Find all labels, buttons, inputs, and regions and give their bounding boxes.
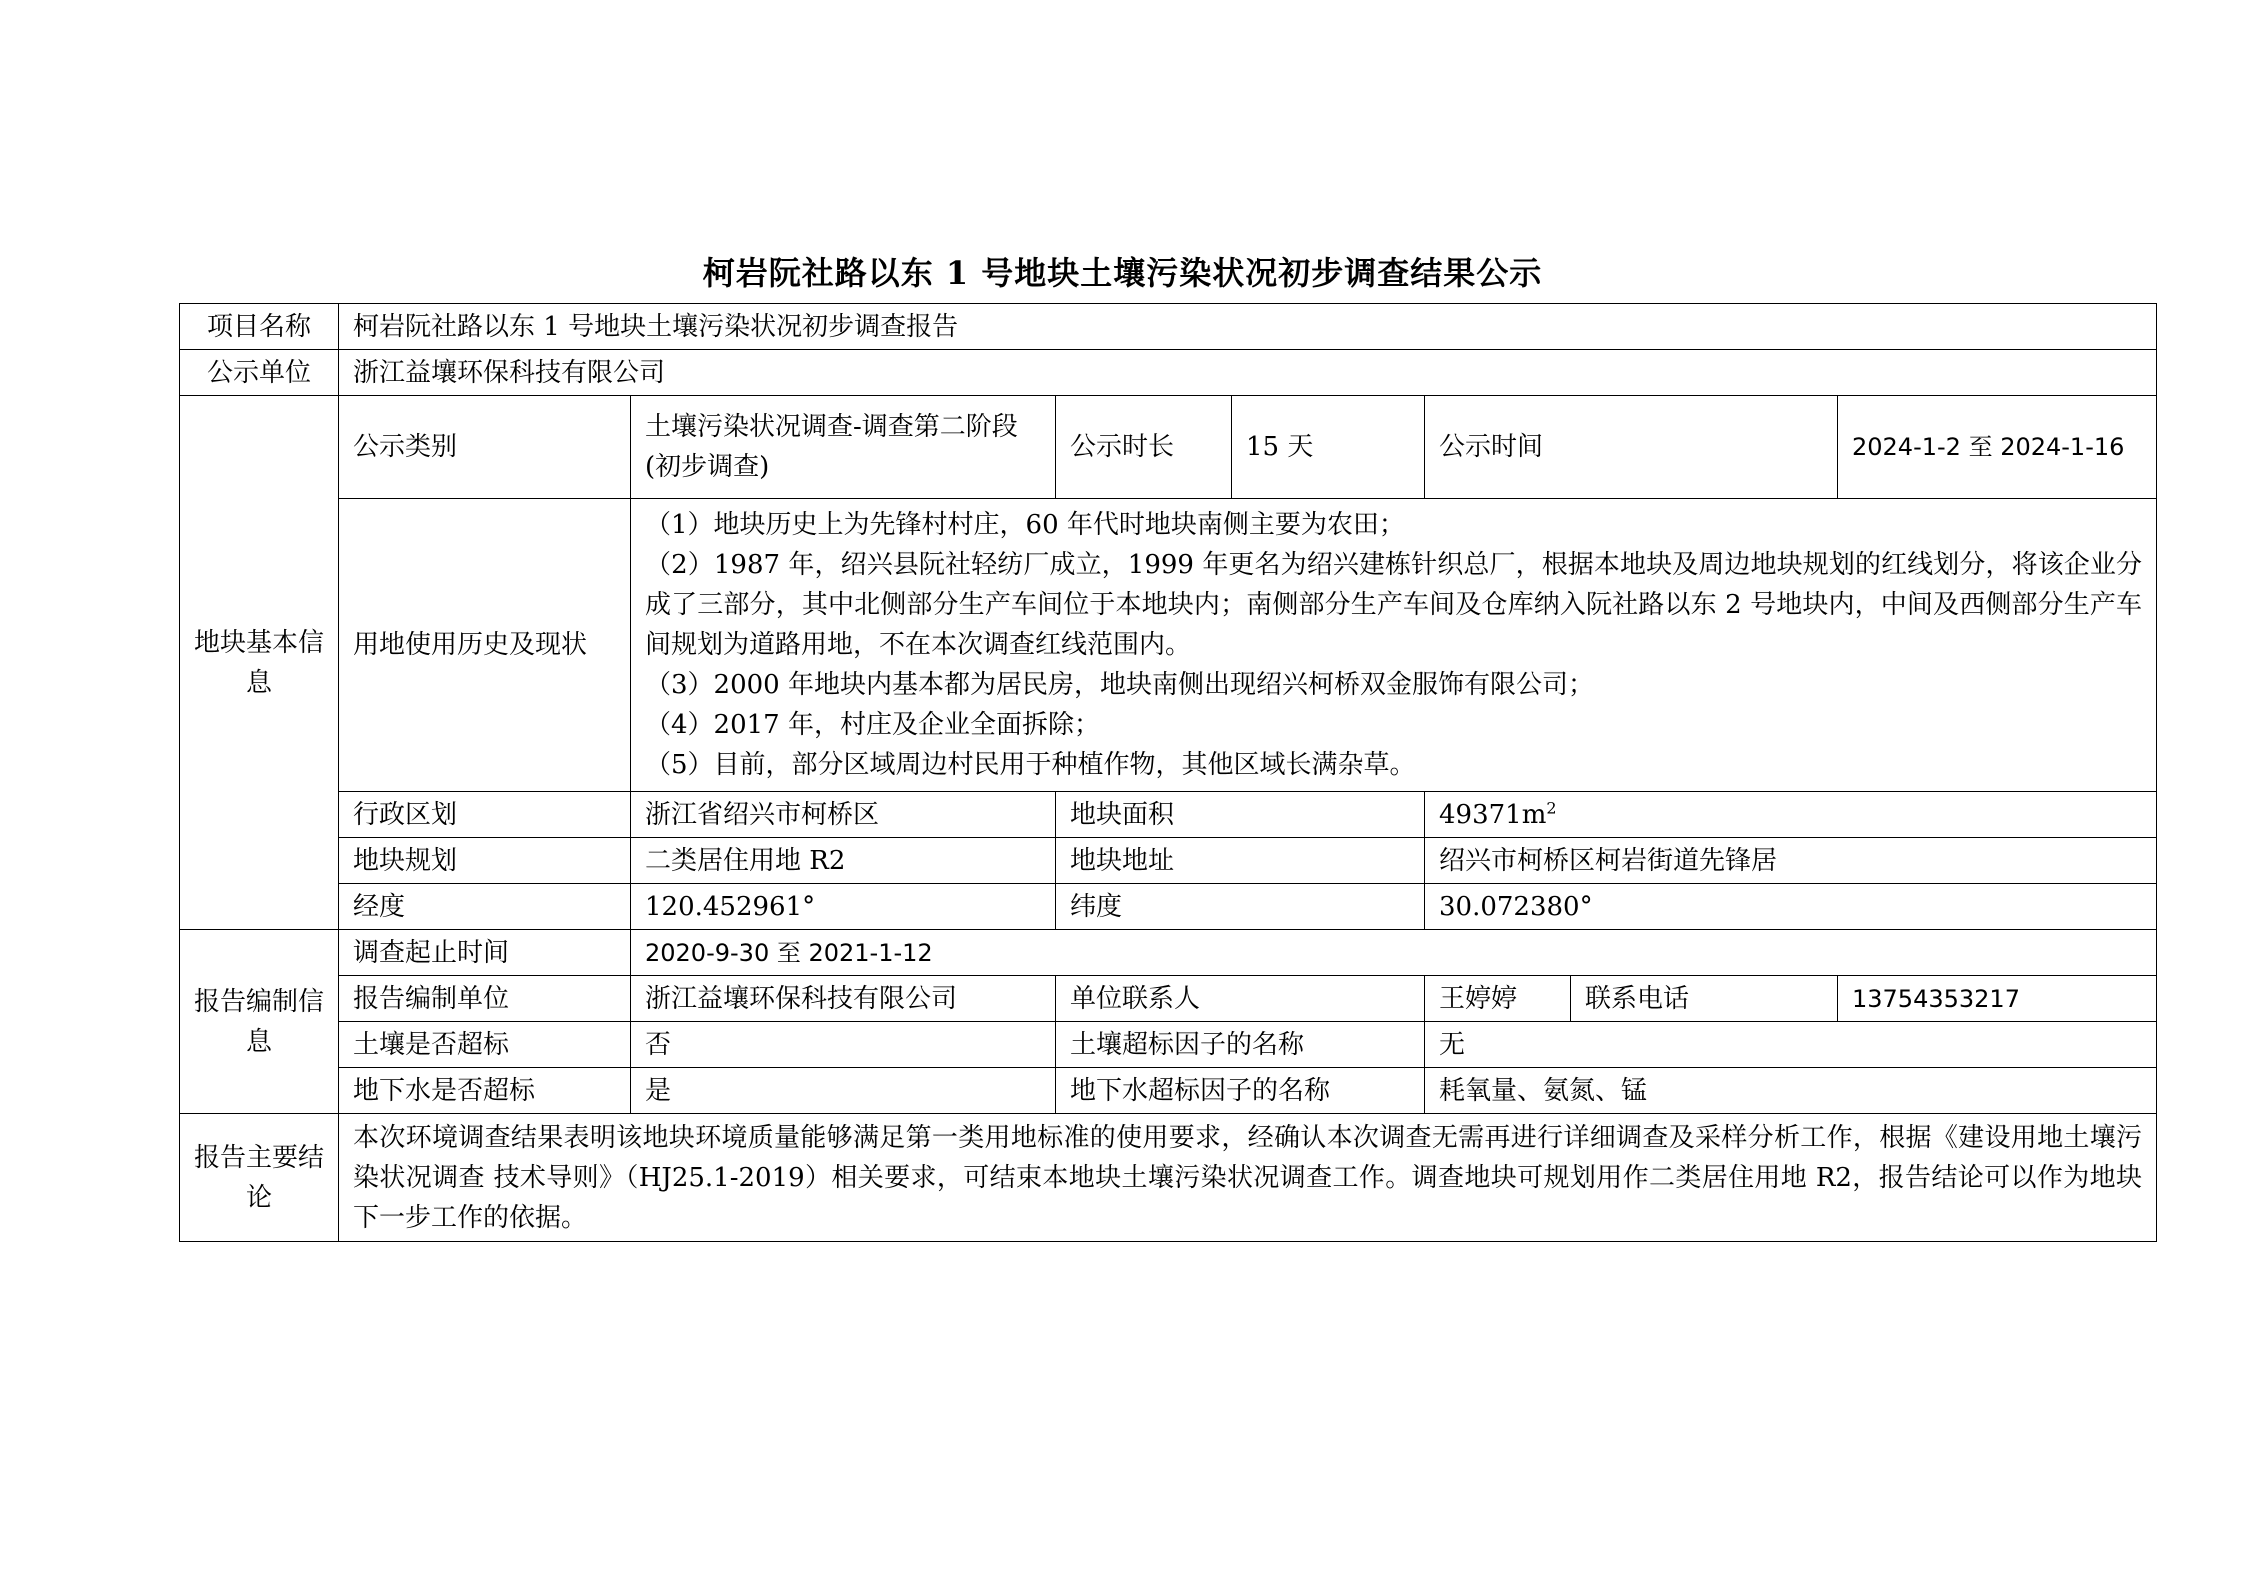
area-label: 地块面积 <box>1056 792 1425 838</box>
unit-row <box>180 976 2157 1022</box>
history-item: （2）1987 年，绍兴县阮社轻纺厂成立，1999 年更名为绍兴建栋针织总厂，根据本地块及周边地块规划的红线划分，将该企业分成了三部分，其中北侧部分生产车间位于本地块内；南侧部分生产车间及仓库纳入阮社路以东 2 号地块内，中间及西侧部分生产车间规划为道路用地，不在本次调查红线范围内。 <box>645 550 2143 660</box>
history-item: （5）目前，部分区域周边村民用于种植作物，其他区域长满杂草。 <box>645 750 1416 780</box>
longitude-value: 120.452961° <box>631 884 1056 930</box>
publisher-value: 浙江益壤环保科技有限公司 <box>339 350 2157 396</box>
duration-label: 公示时长 <box>1056 396 1232 499</box>
longitude-label: 经度 <box>339 884 631 930</box>
report-info-section-label: 报告编制信息 <box>180 930 339 1114</box>
groundwater-row <box>180 1068 2157 1114</box>
coordinates-row <box>180 884 2157 930</box>
period-row <box>180 930 2157 976</box>
publisher-row <box>180 350 2157 396</box>
planning-label: 地块规划 <box>339 838 631 884</box>
unit-value: 浙江益壤环保科技有限公司 <box>631 976 1056 1022</box>
phone-value: 13754353217 <box>1838 976 2157 1022</box>
groundwater-factor-value: 耗氧量、氨氮、锰 <box>1425 1068 2157 1114</box>
latitude-value: 30.072380° <box>1425 884 2157 930</box>
time-value: 2024-1-2 至 2024-1-16 <box>1838 396 2157 499</box>
land-info-section-label: 地块基本信息 <box>180 396 339 930</box>
disclosure-table <box>179 303 2157 1242</box>
time-label: 公示时间 <box>1425 396 1838 499</box>
soil-label: 土壤是否超标 <box>339 1022 631 1068</box>
planning-row <box>180 838 2157 884</box>
project-name-row <box>180 304 2157 350</box>
latitude-label: 纬度 <box>1056 884 1425 930</box>
groundwater-factor-label: 地下水超标因子的名称 <box>1056 1068 1425 1114</box>
soil-factor-value: 无 <box>1425 1022 2157 1068</box>
history-content <box>631 499 2157 792</box>
project-name-label: 项目名称 <box>180 304 339 350</box>
address-value: 绍兴市柯桥区柯岩街道先锋居 <box>1425 838 2157 884</box>
area-number: 49371m <box>1439 799 1547 830</box>
history-item: （4）2017 年，村庄及企业全面拆除； <box>645 710 1100 740</box>
address-label: 地块地址 <box>1056 838 1425 884</box>
page-title: 柯岩阮社路以东 1 号地块土壤污染状况初步调查结果公示 <box>702 254 1543 292</box>
conclusion-row <box>180 1114 2157 1242</box>
conclusion-text: 本次环境调查结果表明该地块环境质量能够满足第一类用地标准的使用要求，经确认本次调查无需再进行详细调查及采样分析工作，根据《建设用地土壤污染状况调查 技术导则》（HJ25.1-2019）相关要求，可结束本地块土壤污染状况调查工作。调查地块可规划用作二类居住用地 R2，报告结论可以作为地块下一步工作的依据。 <box>339 1114 2157 1242</box>
category-label: 公示类别 <box>339 396 631 499</box>
conclusion-section-label: 报告主要结论 <box>180 1114 339 1242</box>
category-row <box>180 396 2157 499</box>
unit-label: 报告编制单位 <box>339 976 631 1022</box>
soil-value: 否 <box>631 1022 1056 1068</box>
duration-value: 15 天 <box>1232 396 1425 499</box>
history-item: （1）地块历史上为先锋村村庄，60 年代时地块南侧主要为农田； <box>645 510 1405 540</box>
area-value <box>1425 792 2157 838</box>
district-row <box>180 792 2157 838</box>
publisher-label: 公示单位 <box>180 350 339 396</box>
soil-row <box>180 1022 2157 1068</box>
period-value: 2020-9-30 至 2021-1-12 <box>631 930 2157 976</box>
district-value: 浙江省绍兴市柯桥区 <box>631 792 1056 838</box>
district-label: 行政区划 <box>339 792 631 838</box>
project-name-value: 柯岩阮社路以东 1 号地块土壤污染状况初步调查报告 <box>339 304 2157 350</box>
contact-label: 单位联系人 <box>1056 976 1425 1022</box>
period-label: 调查起止时间 <box>339 930 631 976</box>
planning-value: 二类居住用地 R2 <box>631 838 1056 884</box>
area-unit-superscript: 2 <box>1546 797 1557 817</box>
groundwater-label: 地下水是否超标 <box>339 1068 631 1114</box>
history-label: 用地使用历史及现状 <box>339 499 631 792</box>
category-value: 土壤污染状况调查-调查第二阶段(初步调查) <box>631 396 1056 499</box>
phone-label: 联系电话 <box>1571 976 1838 1022</box>
history-row <box>180 499 2157 792</box>
history-item: （3）2000 年地块内基本都为居民房，地块南侧出现绍兴柯桥双金服饰有限公司； <box>645 670 1594 700</box>
soil-factor-label: 土壤超标因子的名称 <box>1056 1022 1425 1068</box>
groundwater-value: 是 <box>631 1068 1056 1114</box>
contact-value: 王婷婷 <box>1425 976 1571 1022</box>
